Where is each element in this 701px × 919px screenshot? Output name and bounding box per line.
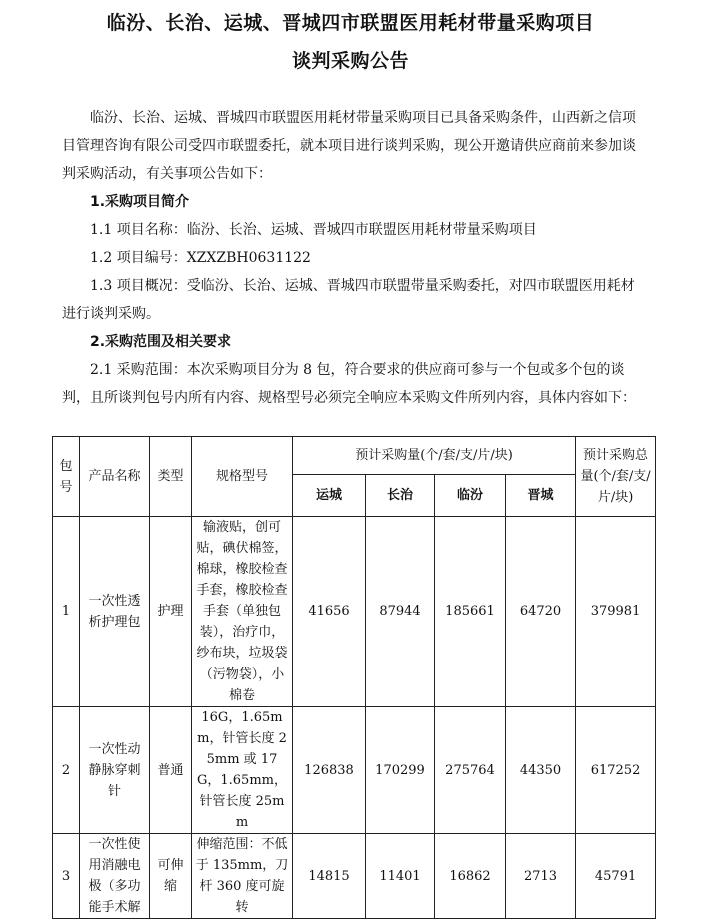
table-row [53, 707, 656, 834]
cell-spec: 16G，1.65mm，针管长度 25mm 或 17G，1.65mm，针管长度 25mm [192, 707, 293, 834]
cell-type: 普通 [150, 707, 192, 834]
header-city-linfen: 临汾 [435, 475, 506, 517]
cell-package-no: 3 [53, 834, 80, 919]
cell-total-qty: 617252 [576, 707, 656, 834]
cell-total-qty: 379981 [576, 517, 656, 707]
cell-product-name: 一次性透析护理包 [80, 517, 150, 707]
header-city-changzhi: 长治 [366, 475, 435, 517]
cell-qty-jincheng: 44350 [506, 707, 576, 834]
header-estimated-qty: 预计采购量(个/套/支/片/块) [293, 437, 576, 475]
cell-qty-linfen: 185661 [435, 517, 506, 707]
cell-qty-changzhi: 170299 [366, 707, 435, 834]
header-spec: 规格型号 [192, 437, 293, 517]
title-line-2: 谈判采购公告 [291, 50, 409, 72]
cell-product-name: 一次性动静脉穿刺针 [80, 707, 150, 834]
cell-spec: 伸缩范围：不低于 135mm，刀杆 360 度可旋转 [192, 834, 293, 919]
cell-qty-yuncheng: 41656 [293, 517, 366, 707]
section2-item1: 2.1 采购范围：本次采购项目分为 8 包，符合要求的供应商可参与一个包或多个包的谈判，且所谈判包号内所有内容、规格型号必须完全响应本采购文件所列内容，具体内容如下： [62, 362, 636, 406]
table-row [53, 834, 656, 919]
section1-item1: 1.1 项目名称：临汾、长治、运城、晋城四市联盟医用耗材带量采购项目 [90, 222, 537, 238]
cell-qty-yuncheng: 14815 [293, 834, 366, 919]
cell-package-no: 2 [53, 707, 80, 834]
intro-paragraph: 临汾、长治、运城、晋城四市联盟医用耗材带量采购项目已具备采购条件，山西新之信项目管理咨询有限公司受四市联盟委托，就本项目进行谈判采购，现公开邀请供应商前来参加谈判采购活动，有关事项公告如下： [62, 110, 636, 182]
section1-item3: 1.3 项目概况：受临汾、长治、运城、晋城四市联盟带量采购委托，对四市联盟医用耗材进行谈判采购。 [62, 278, 635, 322]
cell-qty-changzhi: 11401 [366, 834, 435, 919]
cell-type: 护理 [150, 517, 192, 707]
header-product-name: 产品名称 [80, 437, 150, 517]
section2-heading: 2.采购范围及相关要求 [90, 334, 232, 350]
cell-qty-jincheng: 64720 [506, 517, 576, 707]
cell-qty-jincheng: 2713 [506, 834, 576, 919]
cell-qty-changzhi: 87944 [366, 517, 435, 707]
procurement-table [52, 436, 656, 919]
cell-product-name: 一次性使用消融电极（多功能手术解 [80, 834, 150, 919]
cell-type: 可伸缩 [150, 834, 192, 919]
section1-item2: 1.2 项目编号：XZXZBH0631122 [90, 250, 311, 266]
cell-qty-linfen: 275764 [435, 707, 506, 834]
header-package-no: 包号 [53, 437, 80, 517]
header-total-qty: 预计采购总量(个/套/支/片/块) [576, 437, 656, 517]
cell-package-no: 1 [53, 517, 80, 707]
header-type: 类型 [150, 437, 192, 517]
header-city-jincheng: 晋城 [506, 475, 576, 517]
table-row [53, 517, 656, 707]
section1-heading: 1.采购项目简介 [90, 194, 190, 210]
cell-qty-linfen: 16862 [435, 834, 506, 919]
title-line-1: 临汾、长治、运城、晋城四市联盟医用耗材带量采购项目 [106, 12, 595, 34]
cell-qty-yuncheng: 126838 [293, 707, 366, 834]
cell-spec: 输液贴，创可贴，碘伏棉签，棉球，橡胶检查手套，橡胶检查手套（单独包装），治疗巾，纱布块，垃圾袋（污物袋），小棉卷 [192, 517, 293, 707]
cell-total-qty: 45791 [576, 834, 656, 919]
header-city-yuncheng: 运城 [293, 475, 366, 517]
